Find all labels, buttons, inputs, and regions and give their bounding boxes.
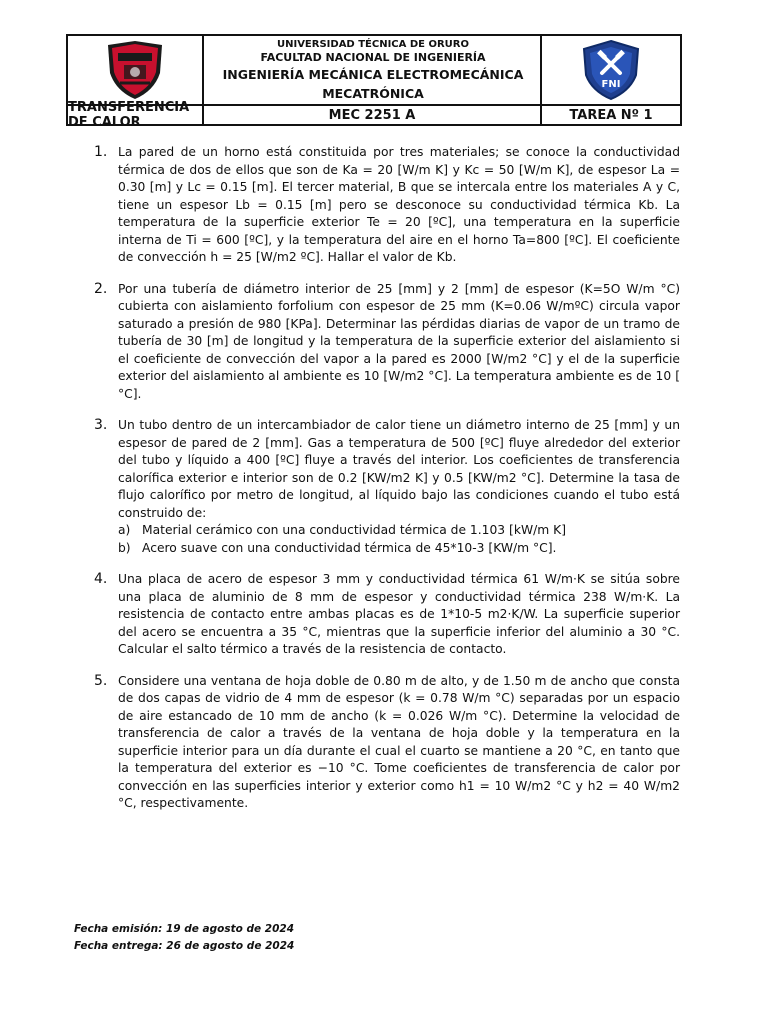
footer-dates bbox=[74, 921, 294, 955]
problem-text: Por una tubería de diámetro interior de 25 [mm] y 2 [mm] de espesor (K=5O W/m °C) cubierta con aislamiento forfolium con espesor de 25 mm (K=0.06 W/mºC) circula vapor saturado a presión de 980 [KPa]. Determinar las pérdidas diarias de vapor de un tramo de tubería de 30 [m] de longitud y la temperatura de la superficie exterior del aislamiento si el coeficiente de convección del vapor a la pared es 2000 [W/m2 °C] y el de la superficie exterior del aislamiento al ambiente es 10 [W/m2 °C]. La temperatura ambiente es de 10 [ °C]. bbox=[118, 281, 680, 401]
faculty-name: FACULTAD NACIONAL DE INGENIERÍA bbox=[260, 51, 486, 64]
sub-item-text: Acero suave con una conductividad térmica de 45*10-3 [KW/m °C]. bbox=[142, 540, 557, 555]
sub-item-b bbox=[118, 540, 680, 558]
sub-item-label: a) bbox=[118, 523, 131, 537]
problem-text: Considere una ventana de hoja doble de 0.80 m de alto, y de 1.50 m de ancho que consta de dos capas de vidrio de 4 mm de espesor (k = 0.78 W/m °C) separadas por un espacio de aire estancado de 10 mm de ancho (k = 0.026 W/m °C). Determine la velocidad de transferencia de calor a través de la ventana de hoja doble y la temperatura en la superficie interior para un día durante el cual el cuarto se mantiene a 20 °C, en tanto que la temperatura del exterior es −10 °C. Tome coeficientes de transferencia de calor por convección en las superficies interior y exterior como h1 = 10 W/m2 °C y h2 = 40 W/m2 °C, respectivamente. bbox=[118, 673, 680, 810]
fni-logo bbox=[542, 36, 680, 104]
problem-number: 4. bbox=[94, 571, 108, 587]
header-table bbox=[66, 34, 682, 130]
problem-number: 2. bbox=[94, 280, 108, 297]
course-code: MEC 2251 A bbox=[328, 107, 416, 123]
problem-1 bbox=[94, 144, 680, 267]
problem-3 bbox=[94, 417, 680, 557]
university-name: UNIVERSIDAD TÉCNICA DE ORURO bbox=[276, 39, 469, 50]
sub-item-a bbox=[118, 522, 680, 540]
task-number: TAREA Nº 1 bbox=[569, 107, 653, 123]
shield-icon bbox=[104, 39, 166, 101]
university-logo bbox=[68, 36, 202, 104]
sub-item-label: b) bbox=[118, 540, 131, 555]
problem-4 bbox=[94, 571, 680, 659]
career-name-2: MECATRÓNICA bbox=[322, 86, 424, 101]
problem-number: 5. bbox=[94, 672, 108, 689]
problem-list bbox=[94, 144, 680, 827]
problem-5 bbox=[94, 673, 680, 813]
due-date: Fecha entrega: 26 de agosto de 2024 bbox=[74, 940, 295, 952]
problem-number: 3. bbox=[94, 417, 108, 433]
problem-2 bbox=[94, 281, 680, 404]
problem-text: Una placa de acero de espesor 3 mm y conductividad térmica 61 W/m·K se sitúa sobre una placa de aluminio de 8 mm de espesor y conductividad térmica 238 W/m·K. La resistencia de contacto entre ambas placas es de 1*10-5 m2·K/W. La superficie superior del acero se encuentra a 35 °C, mientras que la superficie inferior del aluminio a 30 °C. Calcular el salto térmico a través de la resistencia de contacto. bbox=[118, 572, 680, 656]
course-name: TRANSFERENCIA DE CALOR bbox=[68, 100, 190, 130]
career-name: INGENIERÍA MECÁNICA ELECTROMECÁNICA bbox=[222, 67, 524, 82]
fni-shield-icon bbox=[581, 39, 641, 101]
issue-date: Fecha emisión: 19 de agosto de 2024 bbox=[74, 923, 295, 935]
problem-text: La pared de un horno está constituida por tres materiales; se conoce la conductividad térmica de dos de ellos que son de Ka = 20 [W/m K] y Kc = 50 [W/m K], de espesor La = 0.30 [m] y Lc = 0.15 [m]. El tercer material, B que se intercala entre los materiales A y C, tiene un espesor Lb = 0.15 [m] pero se desconoce su conductividad térmica Kb. La temperatura de la superficie exterior Te = 20 [ºC], una temperatura en la superficie interna de Ti = 600 [ºC], y la temperatura del aire en el horno Ta=800 [ºC]. El coeficiente de convección h = 25 [W/m2 ºC]. Hallar el valor de Kb. bbox=[118, 145, 680, 264]
problem-number: 1. bbox=[94, 144, 108, 160]
header-title-block bbox=[204, 36, 542, 104]
fni-logo-text: FNI bbox=[601, 79, 621, 90]
problem-text: Un tubo dentro de un intercambiador de calor tiene un diámetro interno de 25 [mm] y un espesor de pared de 2 [mm]. Gas a temperatura de 500 [ºC] fluye alrededor del exterior del tubo y líquido a 400 [ºC] fluye a través del interior. Los coeficientes de transferencia calorífica exterior e interior son de 0.2 [KW/m2 K] y 0.5 [KW/m2 °C]. Determine la tasa de flujo calorífico por metro de longitud, al líquido bajo las condiciones cuando el tubo está construido de: bbox=[118, 418, 680, 520]
sub-item-text: Material cerámico con una conductividad térmica de 1.103 [kW/m K] bbox=[142, 523, 567, 537]
